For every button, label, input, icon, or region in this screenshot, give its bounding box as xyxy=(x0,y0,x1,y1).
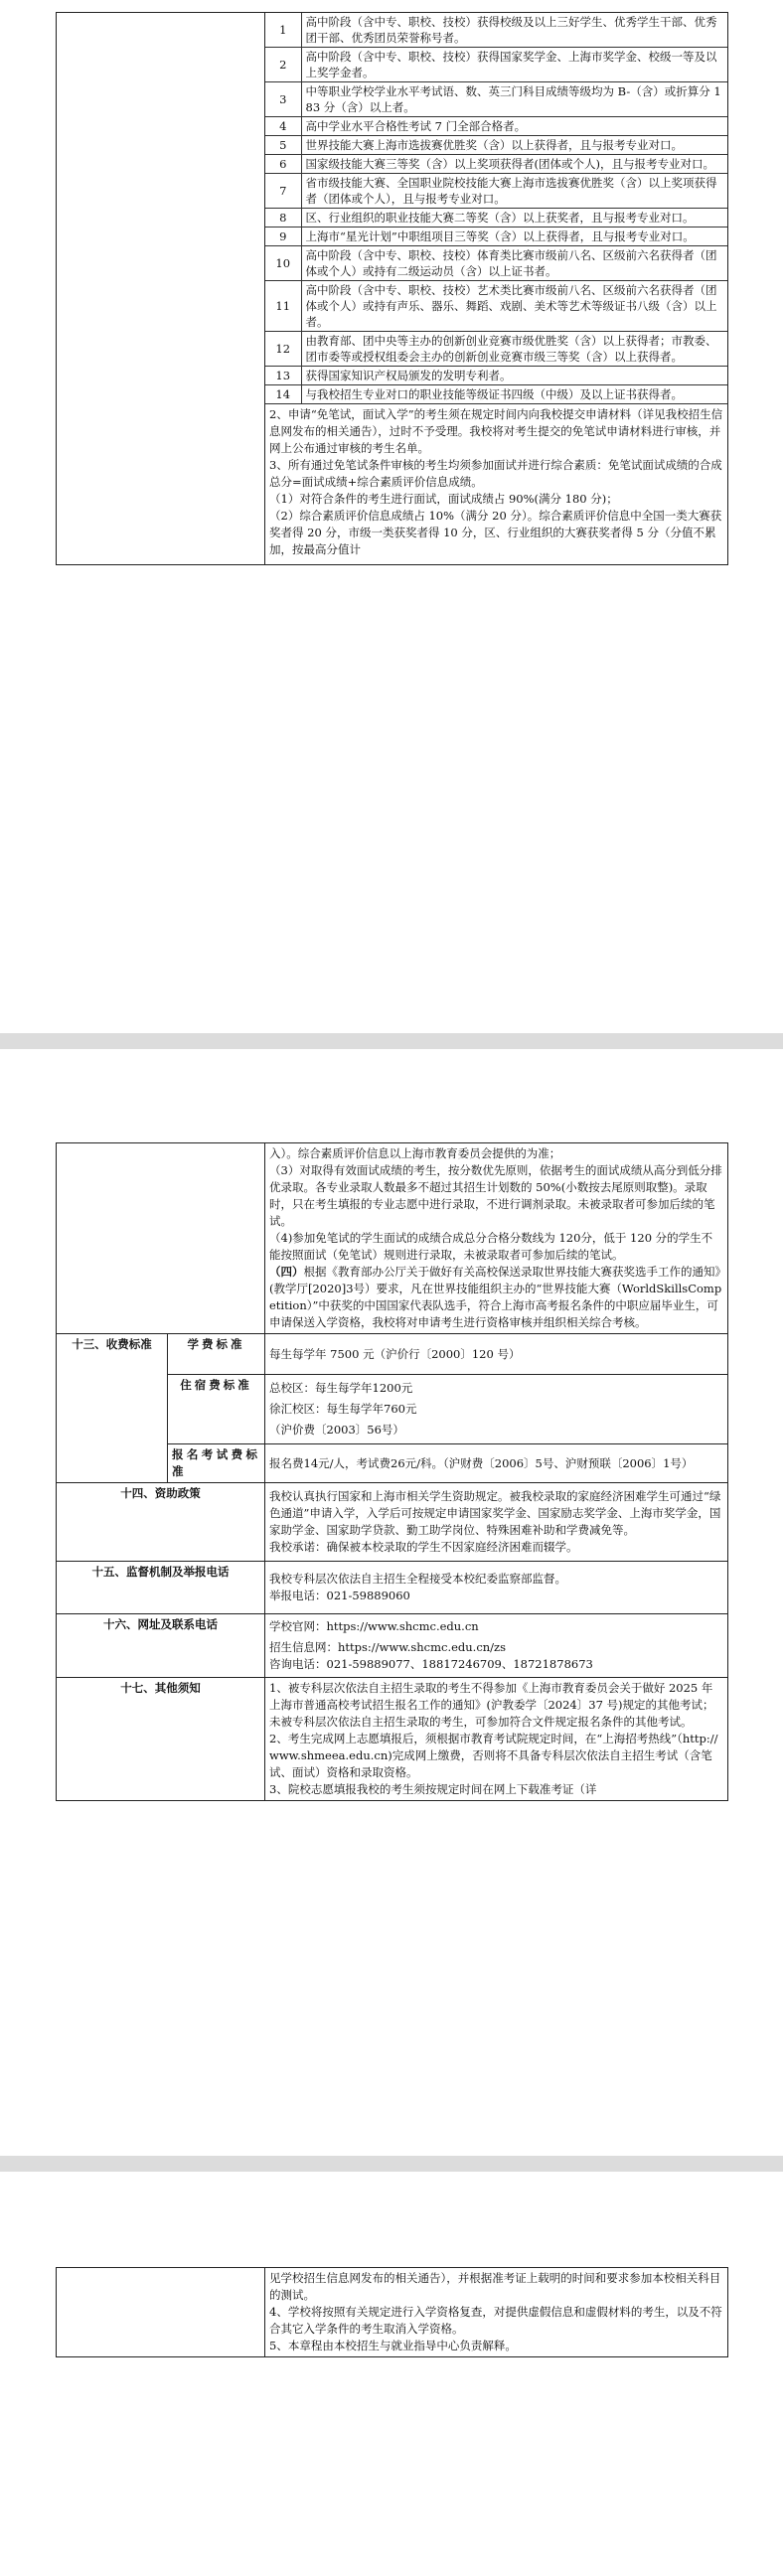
condition-number: 1 xyxy=(265,13,301,48)
aid-text xyxy=(265,1483,728,1562)
paragraph: 2、考生完成网上志愿填报后，须根据市教育考试院规定时间，在“上海招考热线”（http://www.shmeea.edu.cn)完成网上缴费，否则将不具备专科层次依法自主招生考试（含笔试、面试）资格和录取资格。 xyxy=(269,1732,718,1779)
contact-label: 十六、网址及联系电话 xyxy=(57,1614,265,1678)
condition-row xyxy=(265,13,727,48)
fees-label: 十三、收费标准 xyxy=(57,1334,168,1483)
conditions-table xyxy=(265,13,727,404)
condition-number: 3 xyxy=(265,82,301,117)
condition-row xyxy=(265,385,727,404)
condition-text: 高中阶段（含中专、职校、技校）艺术类比赛市级前八名、区级前六名获得者（团体或个人）或持有声乐、器乐、舞蹈、戏剧、美术等艺术等级证书八级（含）以上者。 xyxy=(301,281,727,332)
condition-text: 高中阶段（含中专、职校、技校）体育类比赛市级前八名、区级前六名获得者（团体或个人）或持有二级运动员（含）以上证书者。 xyxy=(301,246,727,281)
paragraph: 5、本章程由本校招生与就业指导中心负责解释。 xyxy=(269,2339,517,2352)
aid-label: 十四、资助政策 xyxy=(57,1483,265,1562)
contact-text xyxy=(265,1614,728,1678)
paragraph: 我校承诺：确保被本校录取的学生不因家庭经济困难而辍学。 xyxy=(269,1540,578,1554)
notes-continued xyxy=(265,2268,728,2357)
condition-row xyxy=(265,155,727,174)
paragraph: 我校专科层次依法自主招生全程接受本校纪委监察部监督。 xyxy=(269,1572,566,1586)
condition-number: 11 xyxy=(265,281,301,332)
condition-number: 8 xyxy=(265,209,301,227)
paragraph: （2）综合素质评价信息成绩占 10%（满分 20 分）。综合素质评价信息中全国一类大赛获奖者得 20 分，市级一类获奖者得 10 分，区、行业组织的大赛获奖者得 5 分（分值不累加，按最高分值计 xyxy=(269,509,722,556)
page-separator xyxy=(0,1033,783,1049)
condition-row xyxy=(265,117,727,136)
condition-text: 高中阶段（含中专、职校、技校）获得校级及以上三好学生、优秀学生干部、优秀团干部、优秀团员荣誉称号者。 xyxy=(301,13,727,48)
tuition-label: 学费标准 xyxy=(168,1334,265,1375)
consult-phones: 咨询电话：021-59889077、18817246709、18721878673 xyxy=(269,1657,593,1671)
condition-row xyxy=(265,82,727,117)
paragraph: 3、院校志愿填报我校的考生须按规定时间在网上下载准考证（详 xyxy=(269,1782,597,1796)
continued-rules xyxy=(265,1143,728,1334)
paragraph: 3、所有通过免笔试条件审核的考生均须参加面试并进行综合素质：免笔试面试成绩的合成总分=面试成绩+综合素质评价信息成绩。 xyxy=(269,458,722,489)
condition-number: 13 xyxy=(265,367,301,385)
exemption-rules xyxy=(265,404,727,564)
dorm-text xyxy=(265,1375,728,1444)
category-cell xyxy=(57,2268,265,2357)
page-2 xyxy=(0,1049,783,2142)
supervision-text xyxy=(265,1562,728,1614)
condition-number: 6 xyxy=(265,155,301,174)
dorm-line: 总校区：每生每学年1200元 xyxy=(269,1381,413,1395)
report-phone: 举报电话：021-59889060 xyxy=(269,1589,410,1602)
paragraph: （1）对符合条件的考生进行面试，面试成绩占 90%(满分 180 分)； xyxy=(269,492,618,506)
condition-text: 高中阶段（含中专、职校、技校）获得国家奖学金、上海市奖学金、校级一等及以上奖学金者。 xyxy=(301,48,727,82)
admissions-website: 招生信息网：https://www.shcmc.edu.cn/zs xyxy=(269,1640,507,1654)
content-cell xyxy=(265,13,728,565)
condition-number: 2 xyxy=(265,48,301,82)
page-3-table xyxy=(56,2267,728,2357)
condition-number: 9 xyxy=(265,227,301,246)
dorm-line: 徐汇校区：每生每学年760元 xyxy=(269,1402,417,1416)
condition-text: 上海市“星光计划”中职组项目三等奖（含）以上获得者，且与报考专业对口。 xyxy=(301,227,727,246)
paragraph: （4)参加免笔试的学生面试的成绩合成总分合格分数线为 120分，低于 120 分的学生不能按照面试（免笔试）规则进行录取，未被录取者可参加后续的笔试。 xyxy=(269,1231,713,1262)
supervision-label: 十五、监督机制及举报电话 xyxy=(57,1562,265,1614)
paragraph xyxy=(269,1264,723,1331)
item-4-text: 根据《教育部办公厅关于做好有关高校保送录取世界技能大赛获奖选手工作的通知》(教学厅[2020]3号）要求，凡在世界技能组织主办的“世界技能大赛（WorldSkillsCompetition）”中获奖的中国国家代表队选手，符合上海市高考报名条件的中职应届毕业生，可申请保送入学资格，我校将对申请考生进行资格审核并组织相关综合考核。 xyxy=(269,1265,722,1329)
school-website: 学校官网：https://www.shcmc.edu.cn xyxy=(269,1619,479,1633)
condition-row xyxy=(265,136,727,155)
dorm-line: （沪价费〔2003〕56号） xyxy=(269,1423,404,1437)
tuition-text: 每生每学年 7500 元（沪价行〔2000〕120 号） xyxy=(265,1334,728,1375)
condition-text: 获得国家知识产权局颁发的发明专利者。 xyxy=(301,367,727,385)
condition-text: 由教育部、团中央等主办的创新创业竞赛市级优胜奖（含）以上获得者；市教委、团市委等或授权组委会主办的创新创业竞赛市级三等奖（含）以上获得者。 xyxy=(301,332,727,367)
page-1 xyxy=(0,0,783,962)
condition-number: 7 xyxy=(265,174,301,209)
condition-text: 世界技能大赛上海市选拔赛优胜奖（含）以上获得者，且与报考专业对口。 xyxy=(301,136,727,155)
category-cell xyxy=(57,13,265,565)
condition-text: 区、行业组织的职业技能大赛二等奖（含）以上获奖者，且与报考专业对口。 xyxy=(301,209,727,227)
condition-text: 与我校招生专业对口的职业技能等级证书四级（中级）及以上证书获得者。 xyxy=(301,385,727,404)
condition-row xyxy=(265,209,727,227)
paragraph: 2、申请“免笔试，面试入学”的考生须在规定时间内向我校提交申请材料（详见我校招生信息网发布的相关通告），过时不予受理。我校将对考生提交的免笔试申请材料进行审核，并网上公布通过审核的考生名单。 xyxy=(269,407,723,455)
notes-label: 十七、其他须知 xyxy=(57,1678,265,1801)
condition-number: 5 xyxy=(265,136,301,155)
condition-row xyxy=(265,332,727,367)
paragraph: 入）。综合素质评价信息以上海市教育委员会提供的为准； xyxy=(269,1146,561,1160)
page-separator xyxy=(0,2156,783,2172)
paragraph: 我校认真执行国家和上海市相关学生资助规定。被我校录取的家庭经济困难学生可通过“绿色通道”申请入学，入学后可按规定申请国家奖学金、国家励志奖学金、上海市奖学金，国家助学金、国家助学贷款、勤工助学岗位、特殊困难补助和学费减免等。 xyxy=(269,1489,721,1537)
condition-number: 12 xyxy=(265,332,301,367)
paragraph: 见学校招生信息网发布的相关通告），并根据准考证上载明的时间和要求参加本校相关科目的测试。 xyxy=(269,2271,721,2302)
condition-row xyxy=(265,174,727,209)
page-1-table xyxy=(56,12,728,565)
condition-number: 10 xyxy=(265,246,301,281)
condition-text: 省市级技能大赛、全国职业院校技能大赛上海市选拔赛优胜奖（含）以上奖项获得者（团体或个人），且与报考专业对口。 xyxy=(301,174,727,209)
paragraph: 1、被专科层次依法自主招生录取的考生不得参加《上海市教育委员会关于做好 2025 年上海市普通高校考试招生报名工作的通知》(沪教委学〔2024〕37 号)规定的其他考试；未被专科层次依法自主招生录取的考生，可参加符合文件规定报名条件的其他考试。 xyxy=(269,1681,714,1729)
page-3 xyxy=(0,2172,783,2576)
condition-text: 中等职业学校学业水平考试语、数、英三门科目成绩等级均为 B-（含）或折算分 183 分（含）以上者。 xyxy=(301,82,727,117)
condition-number: 4 xyxy=(265,117,301,136)
condition-row xyxy=(265,48,727,82)
paragraph: （3）对取得有效面试成绩的考生，按分数优先原则，依据考生的面试成绩从高分到低分排优录取。各专业录取人数最多不超过其招生计划数的 50%(小数按去尾原则取整)。录取时，只在考生填报的专业志愿中进行录取，不进行调剂录取。未被录取者可参加后续的笔试。 xyxy=(269,1163,722,1228)
category-cell xyxy=(57,1143,265,1334)
notes-text xyxy=(265,1678,728,1801)
condition-number: 14 xyxy=(265,385,301,404)
condition-row xyxy=(265,246,727,281)
paragraph: 4、学校将按照有关规定进行入学资格复查，对提供虚假信息和虚假材料的考生，以及不符合其它入学条件的考生取消入学资格。 xyxy=(269,2305,722,2336)
condition-row xyxy=(265,367,727,385)
condition-text: 国家级技能大赛三等奖（含）以上奖项获得者(团体或个人)，且与报考专业对口。 xyxy=(301,155,727,174)
condition-row xyxy=(265,227,727,246)
dorm-label: 住宿费标准 xyxy=(168,1375,265,1444)
item-4-prefix: （四） xyxy=(269,1265,304,1279)
condition-text: 高中学业水平合格性考试 7 门全部合格者。 xyxy=(301,117,727,136)
exam-fee-text: 报名费14元/人，考试费26元/科。（沪财费〔2006〕5号、沪财预联〔2006〕1号） xyxy=(265,1444,728,1483)
page-2-table xyxy=(56,1142,728,1801)
exam-fee-label: 报名考试费标准 xyxy=(168,1444,265,1483)
condition-row xyxy=(265,281,727,332)
